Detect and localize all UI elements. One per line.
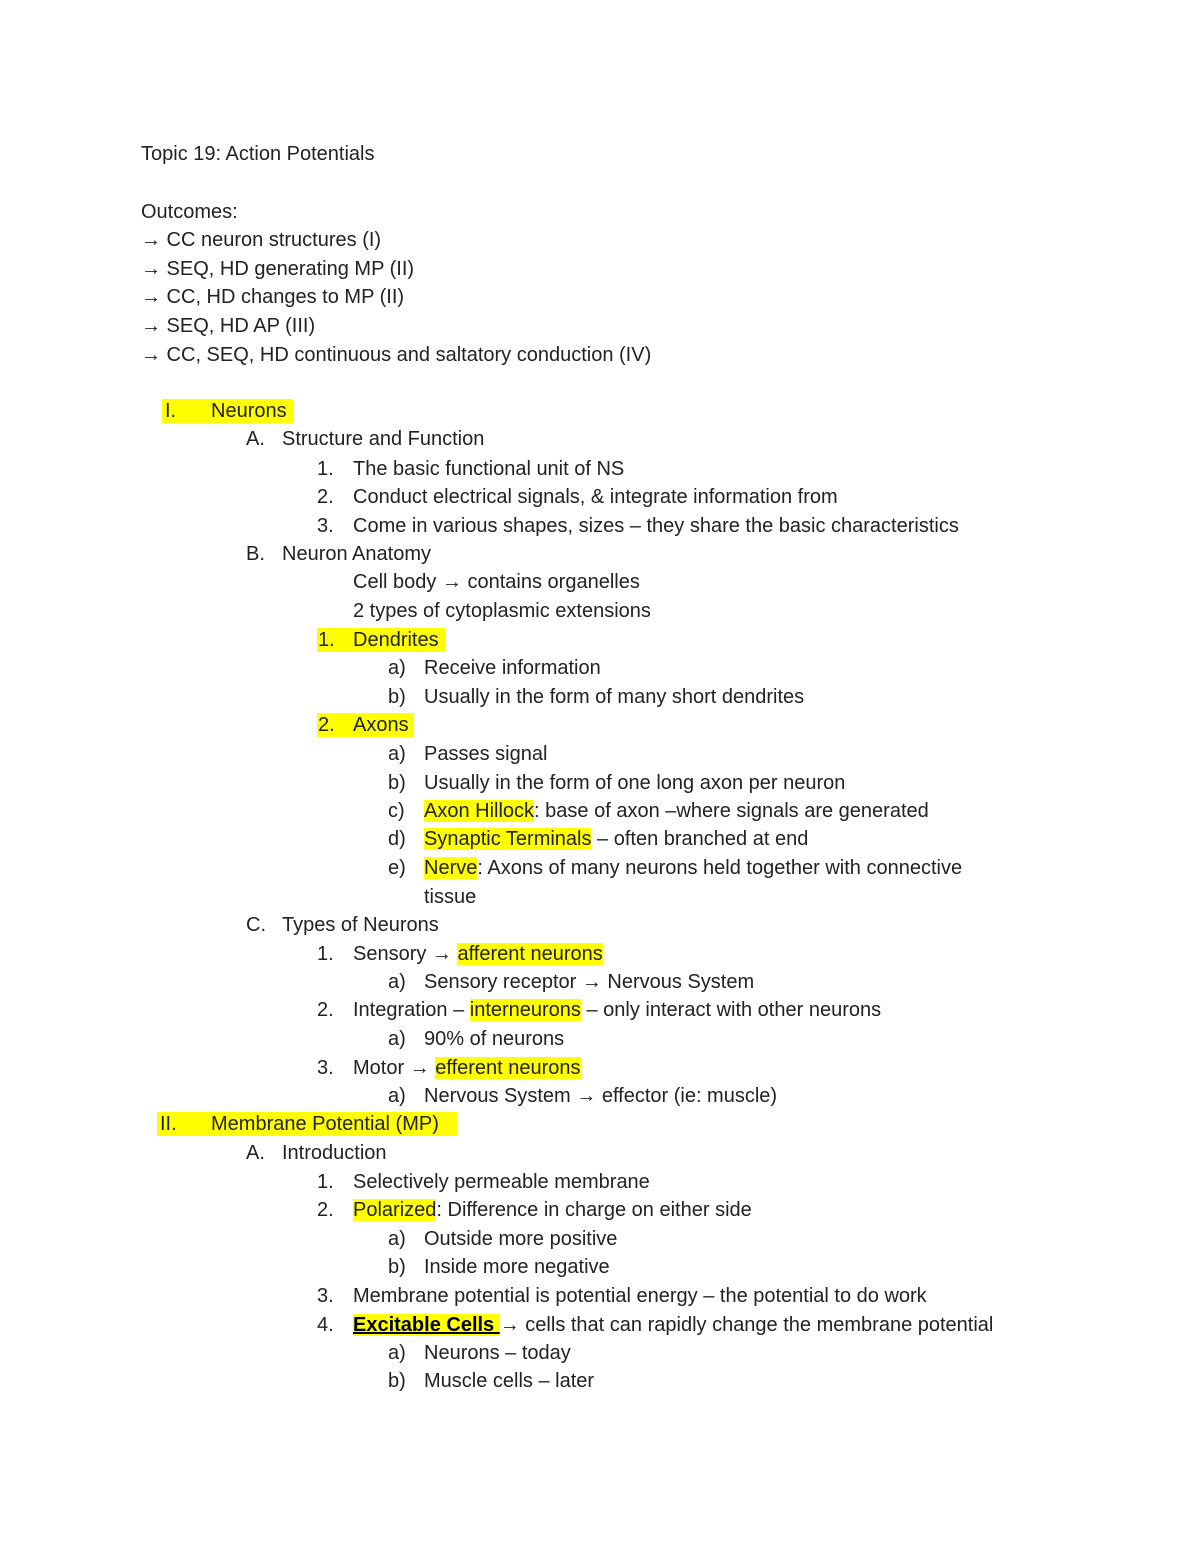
highlighted-term: Axon Hillock <box>424 800 535 822</box>
list-marker: a) <box>388 971 406 993</box>
list-item <box>424 827 808 851</box>
list-item: Come in various shapes, sizes – they share the basic characteristics <box>353 515 959 537</box>
note-line: Cell body → contains organelles <box>353 571 640 593</box>
list-marker: 2. <box>317 486 334 508</box>
section-heading-neurons <box>162 399 293 423</box>
highlighted-term: interneurons <box>469 999 581 1021</box>
list-item <box>353 1198 752 1222</box>
term-definition: : Difference in charge on either side <box>436 1199 752 1221</box>
outcome-item: → CC, HD changes to MP (II) <box>141 286 405 308</box>
list-marker: c) <box>388 800 405 822</box>
list-marker: b) <box>388 686 406 708</box>
list-marker: b) <box>388 772 406 794</box>
list-item: Nervous System → effector (ie: muscle) <box>424 1085 778 1107</box>
outcome-item: → CC neuron structures (I) <box>141 229 382 251</box>
item-heading-axons <box>317 713 414 737</box>
term-definition: : Axons of many neurons held together with connective <box>477 857 963 879</box>
highlighted-term: Excitable Cells <box>353 1314 500 1336</box>
subsection-marker: A. <box>246 1142 265 1164</box>
section-label: Membrane Potential (MP) <box>211 1113 439 1135</box>
list-marker: b) <box>388 1256 406 1278</box>
list-item: Usually in the form of one long axon per neuron <box>424 772 846 794</box>
outcome-item: → CC, SEQ, HD continuous and saltatory conduction (IV) <box>141 344 652 366</box>
list-marker: 4. <box>317 1314 334 1336</box>
list-marker: 1. <box>317 1171 334 1193</box>
subsection-label: Introduction <box>282 1142 387 1164</box>
list-item: Sensory receptor → Nervous System <box>424 971 755 993</box>
subsection-marker: B. <box>246 543 265 565</box>
list-marker: e) <box>388 857 406 879</box>
list-marker: a) <box>388 1228 406 1250</box>
item-heading-dendrites <box>317 628 446 652</box>
term-definition: – often branched at end <box>591 828 809 850</box>
list-item <box>424 799 929 823</box>
outcome-item: → SEQ, HD AP (III) <box>141 315 316 337</box>
outcomes-heading: Outcomes: <box>141 201 238 223</box>
list-marker: 1. <box>317 943 334 965</box>
list-item: Neurons – today <box>424 1342 571 1364</box>
subsection-label: Neuron Anatomy <box>282 543 431 565</box>
section-marker: II. <box>160 1113 177 1135</box>
list-marker: d) <box>388 828 406 850</box>
section-marker: I. <box>165 400 177 422</box>
list-marker: 1. <box>317 458 334 480</box>
outcome-item: → SEQ, HD generating MP (II) <box>141 258 415 280</box>
term-definition: → cells that can rapidly change the membrane potential <box>499 1314 994 1336</box>
list-marker: a) <box>388 1085 406 1107</box>
term-definition: : base of axon –where signals are generated <box>534 800 929 822</box>
list-item: Muscle cells – later <box>424 1370 595 1392</box>
section-label: Neurons <box>211 400 287 422</box>
item-prefix: Sensory → <box>353 943 458 965</box>
list-item: Membrane potential is potential energy – the potential to do work <box>353 1285 927 1307</box>
list-marker: 3. <box>317 1057 334 1079</box>
list-marker: a) <box>388 1028 406 1050</box>
note-line: 2 types of cytoplasmic extensions <box>353 600 651 622</box>
list-marker: 2. <box>318 714 335 736</box>
list-item <box>353 942 603 966</box>
subsection-marker: A. <box>246 428 265 450</box>
highlighted-term: Nerve <box>424 857 478 879</box>
list-marker: 1. <box>318 629 335 651</box>
highlighted-term: Synaptic Terminals <box>424 828 592 850</box>
list-marker: a) <box>388 1342 406 1364</box>
list-marker: 2. <box>317 999 334 1021</box>
list-item: Receive information <box>424 657 601 679</box>
list-item: Selectively permeable membrane <box>353 1171 650 1193</box>
subsection-marker: C. <box>246 914 266 936</box>
list-item: Passes signal <box>424 743 548 765</box>
list-item: The basic functional unit of NS <box>353 458 625 480</box>
list-marker: 3. <box>317 1285 334 1307</box>
list-item: Usually in the form of many short dendrites <box>424 686 805 708</box>
list-item: 90% of neurons <box>424 1028 565 1050</box>
list-marker: a) <box>388 743 406 765</box>
list-marker: b) <box>388 1370 406 1392</box>
list-item <box>424 856 962 880</box>
list-item-continuation: tissue <box>424 886 477 908</box>
list-marker: 3. <box>317 515 334 537</box>
item-prefix: Motor → <box>353 1057 436 1079</box>
page-title: Topic 19: Action Potentials <box>141 143 375 165</box>
list-item: Outside more positive <box>424 1228 618 1250</box>
item-label: Axons <box>353 714 409 736</box>
list-item <box>353 1056 581 1080</box>
item-label: Dendrites <box>353 629 439 651</box>
list-item: Conduct electrical signals, & integrate information from <box>353 486 838 508</box>
highlighted-term: Polarized <box>353 1199 437 1221</box>
highlighted-term: efferent neurons <box>435 1057 581 1079</box>
list-marker: 2. <box>317 1199 334 1221</box>
subsection-label: Structure and Function <box>282 428 485 450</box>
highlighted-term: afferent neurons <box>457 943 603 965</box>
subsection-label: Types of Neurons <box>282 914 439 936</box>
list-item <box>353 1313 993 1337</box>
section-heading-membrane-potential <box>157 1112 457 1136</box>
item-suffix: – only interact with other neurons <box>580 999 882 1021</box>
list-item <box>353 998 881 1022</box>
item-prefix: Integration – <box>353 999 470 1021</box>
list-item: Inside more negative <box>424 1256 610 1278</box>
list-marker: a) <box>388 657 406 679</box>
